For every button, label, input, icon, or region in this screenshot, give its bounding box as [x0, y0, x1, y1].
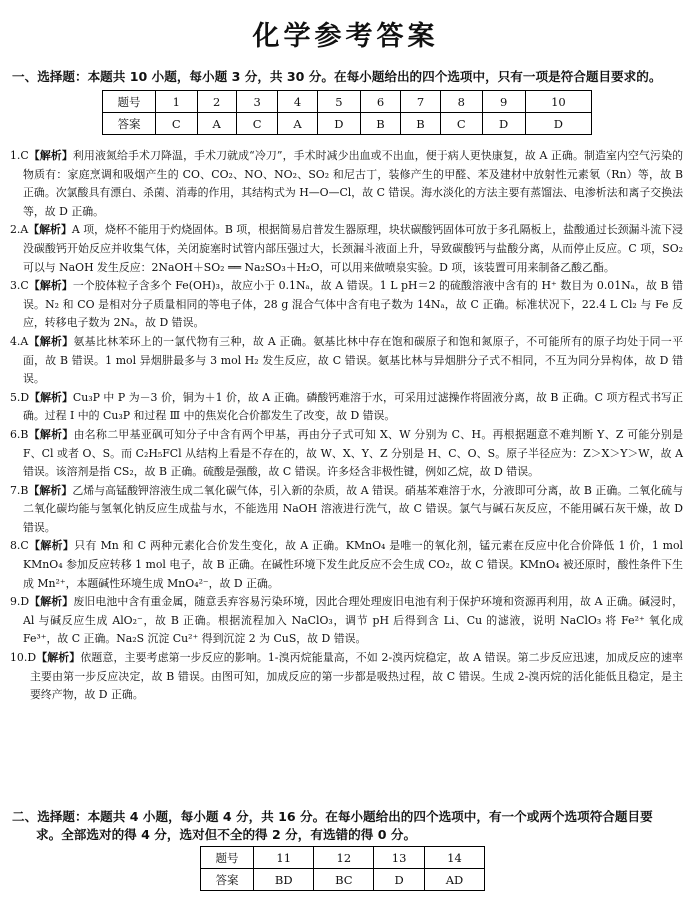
- page-title: 化学参考答案: [252, 21, 439, 52]
- item-text: 依题意，主要考虑第一步反应的影响。1-溴丙烷能量高，不如 2-溴丙烷稳定，故 A 错误。第二步反应迅速，加成反应的速率主要由第一步反应决定，故 B 错误。由图可知，加成反应的第一步都是吸热过程，故 C 错误。生成 2-溴丙烷的活化能低且稳定，是主要终产物，故 D 正确。: [30, 651, 683, 702]
- explanation-item: [10, 333, 683, 389]
- answer-cell: AD: [424, 869, 484, 891]
- analysis-tag: 【解析】: [28, 539, 75, 553]
- answer-cell: A: [278, 113, 317, 135]
- answer-cell: D: [374, 869, 425, 891]
- answer-cell: C: [441, 113, 483, 135]
- analysis-tag: 【解析】: [36, 651, 81, 665]
- item-text: 由名称二甲基亚砜可知分子中含有两个甲基，再由分子式可知 X、W 分别为 C、H。再根据题意不难判断 Y、Z 可能分别是 F、Cl 或者 O、S。而 C₂H₅FCl 从结构上看是不存在的，故 W、X、Y、Z 分别是 H、C、O、S。原子半径应为：Z＞X＞Y＞W，故 A 错误。该溶剂是指 CS₂，故 B 正确。硫酸是强酸，故 C 错误。许多烃含非极性键，例如乙烷，故 D 错误。: [23, 427, 683, 479]
- section1-heading: 一、选择题：本题共 10 小题，每小题 3 分，共 30 分。在每小题给出的四个选项中，只有一项是符合题目要求的。: [12, 69, 662, 84]
- table-row-answers: [201, 869, 485, 891]
- section2-answer-table: [200, 846, 485, 891]
- item-number: 1.C: [10, 149, 29, 162]
- analysis-tag: 【解析】: [28, 149, 73, 162]
- item-text: 废旧电池中含有重金属，随意丢弃容易污染环境，因此合理处理废旧电池有利于保护环境和资源再利用，故 A 正确。碱浸时，Al 与碱反应生成 AlO₂⁻，故 B 正确。根据流程加入 NaClO₃，调节 pH 后得到含 Li、Cu 的滤液，说明 NaClO₃ 将 Fe²⁺ 氧化成 Fe³⁺，故 C 正确。Na₂S 沉淀 Cu²⁺ 得到沉淀 2 为 CuS，故 D 错误。: [23, 595, 683, 646]
- number-cell: 13: [374, 847, 425, 869]
- analysis-tag: 【解析】: [28, 334, 74, 348]
- item-number: 10.D: [10, 651, 37, 665]
- analysis-tag: 【解析】: [29, 595, 74, 609]
- item-number: 6.B: [10, 427, 29, 441]
- explanation-item: [10, 389, 683, 426]
- number-cell: 3: [236, 91, 278, 113]
- row-label-number: 题号: [201, 847, 254, 869]
- answer-cell: A: [197, 113, 236, 135]
- number-cell: 4: [278, 91, 317, 113]
- number-cell: 10: [525, 91, 591, 113]
- item-number: 5.D: [10, 390, 30, 404]
- answer-cell: B: [401, 113, 441, 135]
- table-row-answers: [103, 113, 592, 135]
- number-cell: 7: [401, 91, 441, 113]
- explanation-item: [10, 537, 683, 593]
- row-label-number: 题号: [103, 91, 156, 113]
- analysis-tag: 【解析】: [29, 390, 73, 404]
- explanation-item: [10, 593, 683, 649]
- row-label-answer: 答案: [103, 113, 156, 135]
- number-cell: 9: [482, 91, 525, 113]
- explanation-item: [10, 426, 683, 482]
- answer-cell: BD: [254, 869, 314, 891]
- answer-cell: C: [236, 113, 278, 135]
- number-cell: 14: [424, 847, 484, 869]
- analysis-tag: 【解析】: [28, 483, 73, 497]
- item-text: 一个胶体粒子含多个 Fe(OH)₃，故应小于 0.1Nₐ，故 A 错误。1 L pH＝2 的硫酸溶液中含有的 H⁺ 数目为 0.01Nₐ，故 B 错误。N₂ 和 CO 是相对分子质量相同的等电子体，28 g 混合气体中含有电子数为 14Nₐ，故 C 正确。标准状况下，22.4 L Cl₂ 与 Fe 反应，转移电子数为 2Nₐ，故 D 错误。: [23, 279, 683, 330]
- section2-heading-line1: 二、选择题：本题共 4 小题，每小题 4 分，共 16 分。在每小题给出的四个选项中，有一个或两个选项符合题目要: [12, 809, 653, 824]
- item-text: 氨基比林苯环上的一氯代物有三种，故 A 正确。氨基比林中存在饱和碳原子和饱和氮原子，不可能所有的原子均处于同一平面，故 B 错误。1 mol 异烟肼最多与 3 mol H₂ 发生反应，故 C 错误。氨基比林与异烟肼分子式不相同，不互为同分异构体，故 D 错误。: [23, 334, 683, 386]
- section2-heading-line2: 求。全部选对的得 4 分，选对但不全的得 2 分，有选错的得 0 分。: [36, 827, 417, 842]
- number-cell: 1: [156, 91, 198, 113]
- number-cell: 8: [441, 91, 483, 113]
- answer-cell: BC: [314, 869, 374, 891]
- answer-cell: D: [482, 113, 525, 135]
- number-cell: 11: [254, 847, 314, 869]
- table-row-numbers: [201, 847, 485, 869]
- item-number: 2.A: [10, 223, 29, 237]
- analysis-tag: 【解析】: [28, 427, 74, 441]
- analysis-tag: 【解析】: [28, 223, 72, 237]
- number-cell: 6: [361, 91, 401, 113]
- explanation-item: [10, 649, 683, 705]
- item-text: 乙烯与高锰酸钾溶液生成二氧化碳气体，引入新的杂质，故 A 错误。硝基苯难溶于水，分液即可分离，故 B 正确。二氧化硫与二氧化碳均能与氢氧化钠反应生成盐与水，不能选用 NaOH 溶液进行洗气，故 C 错误。氯气与碱石灰反应，不能用碱石灰干燥，故 D 错误。: [23, 483, 683, 534]
- answer-cell: D: [317, 113, 360, 135]
- item-text: 只有 Mn 和 C 两种元素化合价发生变化，故 A 正确。KMnO₄ 是唯一的氧化剂，锰元素在反应中化合价降低 1 价，1 mol KMnO₄ 参加反应转移 1 mol 电子，故 B 正确。在碱性环境下发生此反应不会生成 CO₂，故 C 错误。KMnO₄ 被还原时，酸性条件下生成 Mn²⁺，本题碱性环境生成 MnO₄²⁻，故 D 正确。: [23, 539, 683, 590]
- row-label-answer: 答案: [201, 869, 254, 891]
- explanation-item: [10, 221, 683, 277]
- item-number: 4.A: [10, 334, 29, 348]
- explanation-item: [10, 482, 683, 538]
- explanations-list: [10, 147, 683, 705]
- number-cell: 12: [314, 847, 374, 869]
- item-text: A 项，烧杯不能用于灼烧固体。B 项，根据简易启普发生器原理，块状碳酸钙固体可放于多孔隔板上，盐酸通过长颈漏斗流下浸没碳酸钙开始反应并收集气体，关闭旋塞时试管内部压强过大，长颈漏斗液面上升，导致碳酸钙与盐酸分离，从而停止反应。C 项，SO₂ 可以与 NaOH 发生反应：2NaOH＋SO₂ ══ Na₂SO₃＋H₂O，可以用来做喷泉实验。D 项，该装置可用来制备乙酸乙酯。: [23, 223, 683, 274]
- answer-cell: B: [361, 113, 401, 135]
- number-cell: 5: [317, 91, 360, 113]
- answer-cell: C: [156, 113, 198, 135]
- item-number: 7.B: [10, 483, 29, 497]
- item-text: 利用液氮给手术刀降温，手术刀就成“冷刀”，手术时减少出血或不出血，便于病人更快康复，故 A 正确。制造室内空气污染的物质有：家庭烹调和吸烟产生的 CO、CO₂、NO、NO₂、SO₂ 和尼古丁，装修产生的甲醛、苯及建材中放射性元素氡（Rn）等，故 B 正确。次氯酸具有漂白、杀菌、消毒的作用，其结构式为 H—O—Cl，故 C 错误。海水淡化的方法主要有蒸馏法、电渗析法和离子交换法等，故 D 正确。: [23, 149, 683, 218]
- explanation-item: [10, 277, 683, 333]
- table-row-numbers: [103, 91, 592, 113]
- answer-cell: D: [525, 113, 591, 135]
- analysis-tag: 【解析】: [28, 279, 73, 293]
- item-text: Cu₃P 中 P 为－3 价，铜为＋1 价，故 A 正确。磷酸钙难溶于水，可采用过滤操作将固液分离，故 B 正确。C 项方程式书写正确。过程 Ⅰ 中的 Cu₃P 和过程 Ⅲ 中的焦炭化合价都发生了改变，故 D 错误。: [23, 390, 683, 423]
- number-cell: 2: [197, 91, 236, 113]
- section1-answer-table: [102, 90, 592, 135]
- explanation-item: [10, 147, 683, 221]
- item-number: 3.C: [10, 279, 29, 293]
- item-number: 9.D: [10, 595, 30, 609]
- item-number: 8.C: [10, 539, 29, 553]
